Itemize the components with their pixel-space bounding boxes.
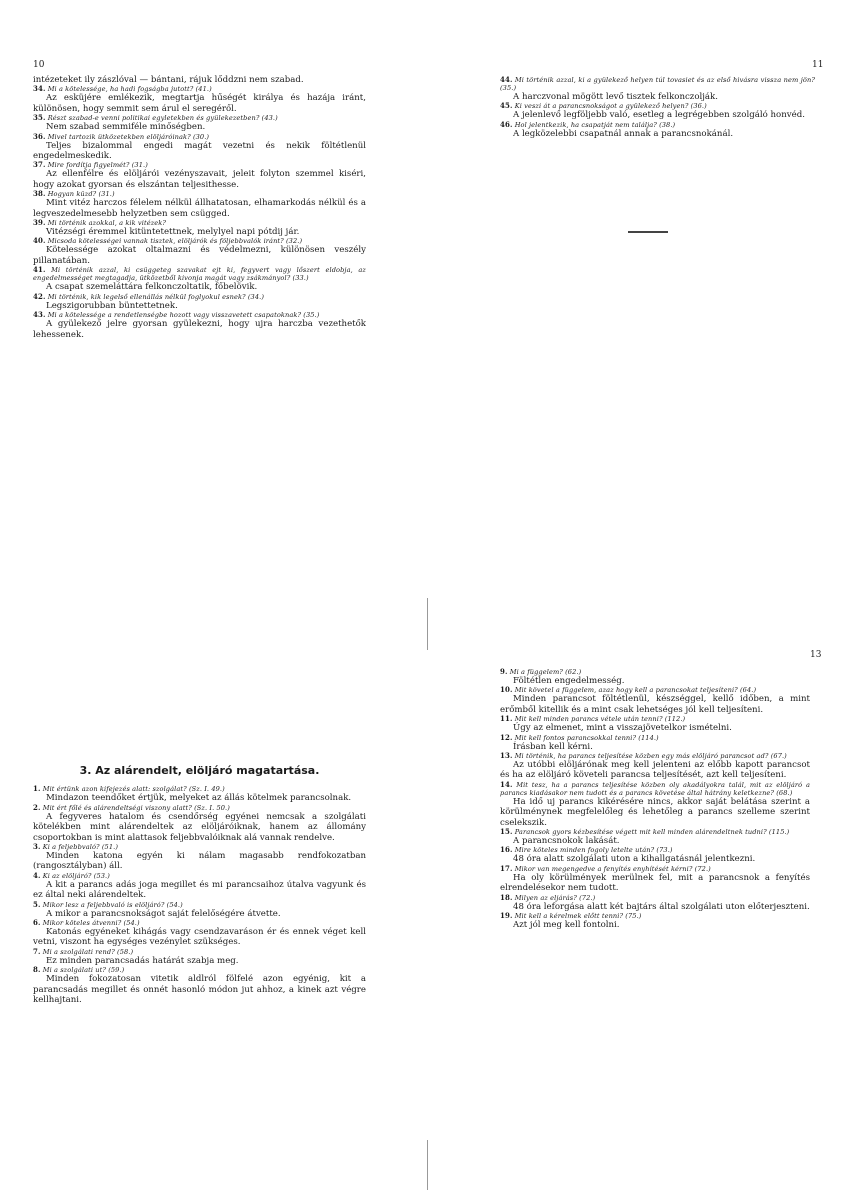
qa-entry xyxy=(33,85,366,114)
lead-paragraph: intézeteket ily zászlóval — bántani, rájuk lőddzni nem szabad. xyxy=(33,75,304,85)
question-number: 12. xyxy=(500,732,513,742)
page-12-text xyxy=(33,766,366,1006)
question-number: 5. xyxy=(33,899,41,909)
question xyxy=(33,872,366,880)
question-number: 14. xyxy=(500,779,513,789)
qa-entry xyxy=(33,919,366,948)
question-number: 16. xyxy=(500,845,513,855)
qa-entry xyxy=(500,828,810,846)
qa-entry xyxy=(33,237,366,266)
question-text: Ki az elöljáró? (53.) xyxy=(42,871,110,880)
qa-entry xyxy=(33,966,366,1005)
qa-entry xyxy=(33,785,366,803)
answer: A gyülekező jelre gyorsan gyülekezni, hogy ujra harczba vezethetők lehessenek. xyxy=(33,319,366,340)
page-number: 13 xyxy=(810,650,822,660)
question xyxy=(33,266,366,282)
question-text: Micsoda kötelességei vannak tisztek, elöljárók és följebbvalók iránt? (32.) xyxy=(47,237,303,246)
question-text: Mi a kötelessége a rendetlenségbe hozott vagy visszavetett csapatoknak? (35.) xyxy=(47,311,320,320)
qa-entry xyxy=(33,266,366,292)
qa-entry xyxy=(500,846,810,864)
answer: Írásban kell kérni. xyxy=(513,741,593,752)
question-number: 3. xyxy=(33,842,41,852)
section-title: 3. Az alárendelt, elöljáró magatartása. xyxy=(79,764,320,777)
question-number: 13. xyxy=(500,751,513,761)
answer: Föltétlen engedelmesség. xyxy=(513,676,625,686)
question-text: Mit ért főlé és alárendeltségi viszony alatt? (Sz. I. 50.) xyxy=(42,803,230,812)
question-text: Mikor lesz a feljebbvaló is elöljáró? (54.) xyxy=(42,900,183,909)
page-13-text xyxy=(500,668,810,931)
answer: Katonás egyéneket kihágás vagy csendzavaráson ér és ennek véget kell vetni, viszont ha egységes vezénylet szükséges. xyxy=(33,927,366,948)
answer: Ha oly körülmények merülnek fel, mit a parancsnok a fenyítés elrendelésekor nem tudott. xyxy=(500,872,810,894)
qa-entry xyxy=(33,161,366,190)
question-text: Mi történik azokkal, a kik vitézek? xyxy=(47,219,167,228)
page-number: 10 xyxy=(33,60,45,70)
page-10-text xyxy=(33,75,366,340)
question xyxy=(500,668,810,676)
question-number: 38. xyxy=(33,189,46,199)
question-number: 11. xyxy=(500,714,513,724)
question xyxy=(500,828,810,836)
page-11-text xyxy=(500,76,815,139)
question-text: Mit kell minden parancs vétele után tenni? (112.) xyxy=(514,715,686,724)
question xyxy=(33,948,366,956)
answer: A fegyveres hatalom és csendőrség egyénei nemcsak a szolgálati kötelékben mint alárendeltek az elöljáróiknak, hanem az állomány csoportokban is mint alattasok feljebbvalóiknak alá vannak rendelve. xyxy=(33,811,366,843)
question-text: Mi történik, kik legelső ellenállás nélkül foglyokul esnek? (34.) xyxy=(47,292,265,301)
question-text: Mi a szolgálati ut? (59.) xyxy=(42,966,125,975)
answer: Az utóbbi elöljárónak meg kell jelenteni az előbb kapott parancsot és ha az elöljáró követeli parancsa teljesítését, azt kell teljesíteni. xyxy=(500,760,810,781)
question-text: Mit kell fontos parancsokkal tenni? (114.) xyxy=(514,733,659,742)
question-text: Ki veszi át a parancsnokságot a gyülekező helyen? (36.) xyxy=(514,102,707,111)
question-text: Mit kell a kérelmek előtt tenni? (75.) xyxy=(514,912,642,921)
question-number: 42. xyxy=(33,291,46,301)
question-number: 2. xyxy=(33,802,41,812)
answer: Ha idő uj parancs kikérésére nincs, akkor saját belátása szerint a körülménynek megfelelőleg és lehetőleg a parancs szelleme szerint cselekszik. xyxy=(500,796,810,828)
answer: Úgy az elmenet, mint a visszajövetelkor ismételni. xyxy=(513,723,732,734)
question xyxy=(500,734,810,742)
question-number: 34. xyxy=(33,84,46,94)
qa-entry xyxy=(500,715,810,733)
question xyxy=(33,293,366,301)
qa-entry xyxy=(33,133,366,162)
qa-entry xyxy=(500,686,810,715)
question-number: 36. xyxy=(33,131,46,141)
qa-entry xyxy=(500,894,810,912)
question-text: Mivel tartozik ütközetekben elöljáróinak? (30.) xyxy=(47,132,210,141)
page-10-entries xyxy=(33,85,366,340)
answer: Az esküjére emlékezik, megtartja hűségét királya és hazája iránt, különösen, hogy semmit sem árul el seregéről. xyxy=(33,93,366,114)
question-number: 46. xyxy=(500,119,513,129)
question-number: 9. xyxy=(500,667,508,676)
answer: A mikor a parancsnokságot saját felelőségére átvette. xyxy=(46,908,281,919)
question-text: Hogyan küzd? (31.) xyxy=(47,190,115,199)
question-number: 39. xyxy=(33,218,46,228)
question xyxy=(500,76,815,92)
question-text: Parancsok gyors kézbesítése végett mit kell minden alárendeltnek tudni? (115.) xyxy=(514,828,790,837)
question xyxy=(33,219,366,227)
answer: Vitézségi éremmel kitüntetettnek, melylyel napi pótdij jár. xyxy=(46,227,300,238)
question-number: 41. xyxy=(33,265,46,275)
question-number: 8. xyxy=(33,965,41,975)
qa-entry xyxy=(500,102,815,120)
answer: A jelenlevő legföljebb való, esetleg a legrégebben szolgáló honvéd. xyxy=(513,110,805,121)
question-text: Mit értünk azon kifejezés alatt: szolgálat? (Sz. I. 49.) xyxy=(42,785,225,794)
question xyxy=(33,311,366,319)
answer: Kötelessége azokat oltalmazni és védelmezni, különösen veszély pillanatában. xyxy=(33,245,366,266)
question xyxy=(500,781,810,797)
answer: A harczvonal mögött levő tisztek felkonczolják. xyxy=(513,92,718,102)
answer: 48 óra leforgása alatt két bajtárs által szolgálati uton előterjeszteni. xyxy=(513,901,810,912)
answer: A csapat szemeláttára felkonczoltatik, főbelövik. xyxy=(46,282,258,293)
answer: Minden katona egyén ki nálam magasabb rendfokozatban (rangosztályban) áll. xyxy=(33,851,366,872)
answer: A legközelebbi csapatnál annak a parancsnokánál. xyxy=(513,128,734,139)
qa-entry xyxy=(500,668,810,686)
qa-entry xyxy=(33,901,366,919)
question-number: 10. xyxy=(500,685,513,695)
question-text: Részt szabad-e venni politikai egyletekben és gyülekezetben? (43.) xyxy=(47,114,278,123)
qa-entry xyxy=(500,76,815,102)
qa-entry xyxy=(500,912,810,930)
qa-entry xyxy=(33,114,366,132)
answer: A kit a parancs adás joga megillet és mi parancsaihoz útalva vagyunk és ez által neki alárendeltek. xyxy=(33,879,366,901)
page-12-entries xyxy=(33,785,366,1005)
page-13-entries xyxy=(500,668,810,931)
question-text: Mi történik, ha parancs teljesítése közben egy más elöljáró parancsot ad? (67.) xyxy=(514,752,787,761)
question-number: 4. xyxy=(33,870,41,880)
question-number: 6. xyxy=(33,918,41,928)
qa-entry xyxy=(33,872,366,901)
question xyxy=(500,894,810,902)
answer: Mindazon teendőket értjük, melyeket az állás kötelmek parancsolnak. xyxy=(46,793,352,804)
question xyxy=(500,752,810,760)
qa-entry xyxy=(500,121,815,139)
question-number: 45. xyxy=(500,101,513,111)
question-text: Mi a függelem? (62.) xyxy=(509,668,582,676)
answer: Az ellenfélre és elöljárói vezényszavait, jeleit folyton szemmel kiséri, hogy azokat gyorsan és elszántan teljesithesse. xyxy=(33,169,366,190)
question xyxy=(500,865,810,873)
question xyxy=(33,843,366,851)
end-ornament xyxy=(628,231,668,233)
question xyxy=(500,121,815,129)
question-number: 1. xyxy=(33,784,41,794)
question-text: Mi a szolgálati rend? (58.) xyxy=(42,947,134,956)
answer: Legszigorubban büntettetnek. xyxy=(46,300,178,311)
answer: A parancsnokok lakását. xyxy=(513,836,620,847)
answer: Mint vitéz harczos félelem nélkül állhatatosan, elhamarkodás nélkül és a legveszedelmesebb helyzetben sem csügged. xyxy=(33,198,366,219)
qa-entry xyxy=(33,190,366,219)
question-text: Mit tesz, ha a parancs teljesítése közben oly akadályokra talál, mit az elöljáró a parancs kiadásakor nem tudott és a parancs követése által hátrány keletkezne? (68.) xyxy=(500,780,810,797)
answer: Minden parancsot föltétlenül, készséggel, kellő időben, a mint erőmből kitellik és a mint csak lehetséges jól kell teljesíteni. xyxy=(500,694,810,715)
page-number: 11 xyxy=(812,60,824,70)
question-text: Milyen az eljárás? (72.) xyxy=(514,893,596,902)
question-text: Mire köteles minden fogoly letelte után? (73.) xyxy=(514,846,673,855)
answer: Nem szabad semmiféle minőségben. xyxy=(46,122,206,133)
question xyxy=(33,901,366,909)
gutter-mark xyxy=(427,1140,428,1190)
answer: Azt jól meg kell fontolni. xyxy=(513,920,620,931)
qa-entry xyxy=(33,293,366,311)
answer: Teljes bizalommal engedi magát vezetni és nekik föltétlenül engedelmeskedik. xyxy=(33,140,366,162)
answer: Minden fokozatosan vitetik aldlról fölfelé azon egyénig, kit a parancsadás megillet és onnét hasonló módon jut ahhoz, a kinek azt végre kellhajtani. xyxy=(33,974,366,1006)
qa-entry xyxy=(33,311,366,340)
question-text: Hol jelentkezik, ha csapatját nem találja? (38.) xyxy=(514,120,676,129)
question-number: 7. xyxy=(33,946,41,956)
question xyxy=(33,133,366,141)
question xyxy=(500,912,810,920)
answer: Ez minden parancsadás határát szabja meg. xyxy=(46,955,239,966)
question-text: Mire fordítja figyelmét? (31.) xyxy=(47,161,148,170)
question-number: 44. xyxy=(500,75,513,84)
qa-entry xyxy=(500,734,810,752)
question-number: 43. xyxy=(33,310,46,320)
question-number: 40. xyxy=(33,236,46,246)
question xyxy=(33,804,366,812)
page-11-entries xyxy=(500,76,815,139)
question-number: 18. xyxy=(500,892,513,902)
qa-entry xyxy=(33,219,366,237)
question-text: Mit követel a függelem, azaz hogy kell a parancsokat teljesíteni? (64.) xyxy=(514,686,757,695)
qa-entry xyxy=(500,865,810,894)
question-number: 19. xyxy=(500,911,513,921)
question-text: Mikor köteles átvenni? (54.) xyxy=(42,919,140,928)
question-number: 35. xyxy=(33,113,46,123)
gutter-mark xyxy=(427,598,428,650)
question-number: 17. xyxy=(500,863,513,873)
answer: 48 óra alatt szolgálati uton a kihallgatásnál jelentkezni. xyxy=(513,854,756,865)
question-text: Mi történik azzal, ki csüggeteg szavakat ejt ki, fegyvert vagy lőszert eldobja, az engedelmességet megtagadja, ütközetből kivonja magát vagy zsákmányol? (33.) xyxy=(33,266,367,283)
question-number: 15. xyxy=(500,827,513,837)
question-text: Mikor van megengedve a fenyítés enyhítését kérni? (72.) xyxy=(514,864,711,873)
qa-entry xyxy=(500,752,810,781)
question-text: Ki a feljebbvaló? (51.) xyxy=(42,843,119,852)
question-text: Mi történik azzal, ki a gyülekező helyen túl tovasiet és az első hivásra vissza nem jön? (35.) xyxy=(500,76,815,92)
question-text: Mi a kötelessége, ha hadi fogságba jutott? (41.) xyxy=(47,85,212,94)
qa-entry xyxy=(500,781,810,828)
qa-entry xyxy=(33,948,366,966)
question xyxy=(33,919,366,927)
question-number: 37. xyxy=(33,160,46,170)
qa-entry xyxy=(33,804,366,843)
qa-entry xyxy=(33,843,366,872)
